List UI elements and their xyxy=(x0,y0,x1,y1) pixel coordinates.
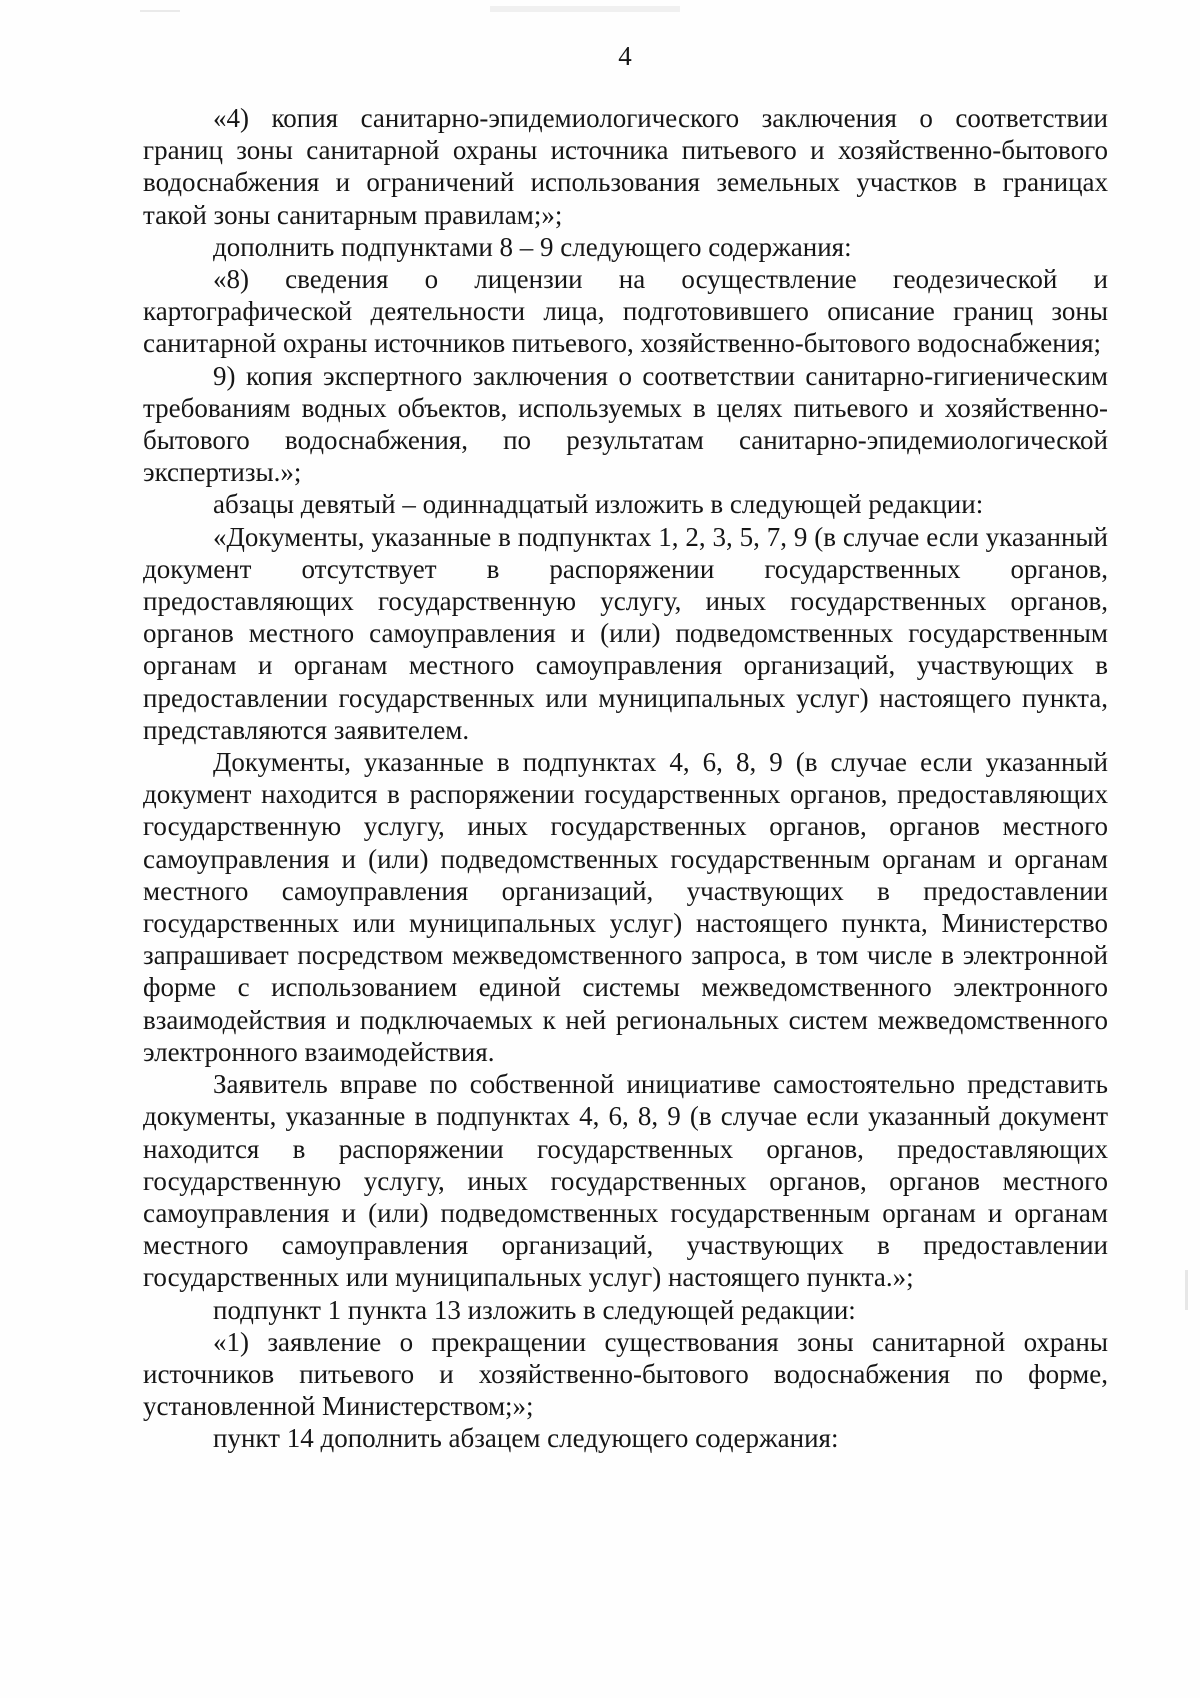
paragraph-paragraphs-9-11-intro: абзацы девятый – одиннадцатый изложить в следующей редакции: xyxy=(213,489,984,520)
paragraph-item-9-expert-conclusion: 9) копия экспертного заключения о соответствии санитарно-гигиеническим требованиям водных объектов, используемых в целях питьевого и хозяйственно-бытового водоснабжения, по результатам санитарно-эпидемиологической экспертизы.»; xyxy=(143,360,1108,488)
paragraph-item-8-license: «8) сведения о лицензии на осуществление геодезической и картографической деятельности лица, подготовившего описание границ зоны санитарной охраны источников питьевого, хозяйственно-бытового водоснабжения; xyxy=(143,264,1108,359)
document-body xyxy=(143,102,1108,1455)
paragraph-add-subitems-8-9: дополнить подпунктами 8 – 9 следующего содержания: xyxy=(213,231,852,262)
paragraph-item-14-addition: пункт 14 дополнить абзацем следующего содержания: xyxy=(213,1423,839,1454)
paragraph-applicant-initiative: Заявитель вправе по собственной инициативе самостоятельно представить документы, указанные в подпунктах 4, 6, 8, 9 (в случае если указанный документ находится в распоряжении государственных органов, предоставляющих государственную услугу, иных государственных органов, органов местного самоуправления и (или) подведомственных государственным органам и органам местного самоуправления организаций, участвующих в предоставлении государственных или муниципальных услуг) настоящего пункта.»; xyxy=(143,1069,1108,1293)
paragraph-item-4-sanitary-conclusion: «4) копия санитарно-эпидемиологического заключения о соответствии границ зоны санитарной охраны источника питьевого и хозяйственно-бытового водоснабжения и ограничений использования земельных участков в границах такой зоны санитарным правилам;»; xyxy=(143,103,1108,230)
paragraph-subitem-1-item-13-intro: подпункт 1 пункта 13 изложить в следующей редакции: xyxy=(213,1294,856,1325)
page-number: 4 xyxy=(618,41,632,71)
paragraph-documents-by-ministry: Документы, указанные в подпунктах 4, 6, 8, 9 (в случае если указанный документ находится в распоряжении государственных органов, предоставляющих государственную услугу, иных государственных органов, органов местного самоуправления и (или) подведомственных государственным органам и органам местного самоуправления организаций, участвующих в предоставлении государственных или муниципальных услуг) настоящего пункта, Министерство запрашивает посредством межведомственного запроса, в том числе в электронной форме с использованием единой системы межведомственного электронного взаимодействия и подключаемых к ней региональных систем межведомственного электронного взаимодействия. xyxy=(143,747,1108,1067)
paragraph-documents-by-applicant: «Документы, указанные в подпунктах 1, 2, 3, 5, 7, 9 (в случае если указанный документ отсутствует в распоряжении государственных органов, предоставляющих государственную услугу, иных государственных органов, органов местного самоуправления и (или) подведомственных государственным органам и органам местного самоуправления организаций, участвующих в предоставлении государственных или муниципальных услуг) настоящего пункта, представляются заявителем. xyxy=(143,521,1108,745)
paragraph-item-1-termination-application: «1) заявление о прекращении существования зоны санитарной охраны источников питьевого и хозяйственно-бытового водоснабжения по форме, установленной Министерством;»; xyxy=(143,1326,1108,1422)
